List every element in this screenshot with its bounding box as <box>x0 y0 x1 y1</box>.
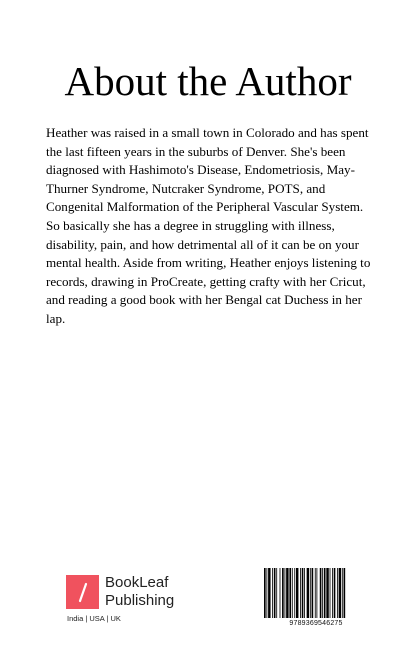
barcode-icon <box>262 568 370 618</box>
slash-mark-icon <box>66 575 99 609</box>
publisher-logo <box>66 575 176 627</box>
barcode <box>256 562 376 634</box>
isbn-number: 9789369546275 <box>289 620 343 627</box>
publisher-name-line2: Publishing <box>105 591 175 609</box>
publisher-regions: India | USA | UK <box>67 614 121 623</box>
publisher-name-line1: BookLeaf <box>105 574 169 591</box>
author-bio: Heather was raised in a small town in Colorado and has spent the last fifteen years in the suburbs of Denver. She's been diagnosed with Hashimoto's Disease, Endometriosis, May-Thurner Syndrome, Nutcraker Syndrome, POTS, and Congenital Malformation of the Peripheral Vascular System. So basically she has a degree in struggling with illness, disability, pain, and how detrimental all of it can be on your mental health. Aside from writing, Heather enjoys listening to records, drawing in ProCreate, getting crafty with her Cricut, and reading a good book with her Bengal cat Duchess in her lap. <box>46 125 371 326</box>
publisher-name <box>105 574 174 609</box>
page-title: About the Author <box>64 58 352 104</box>
